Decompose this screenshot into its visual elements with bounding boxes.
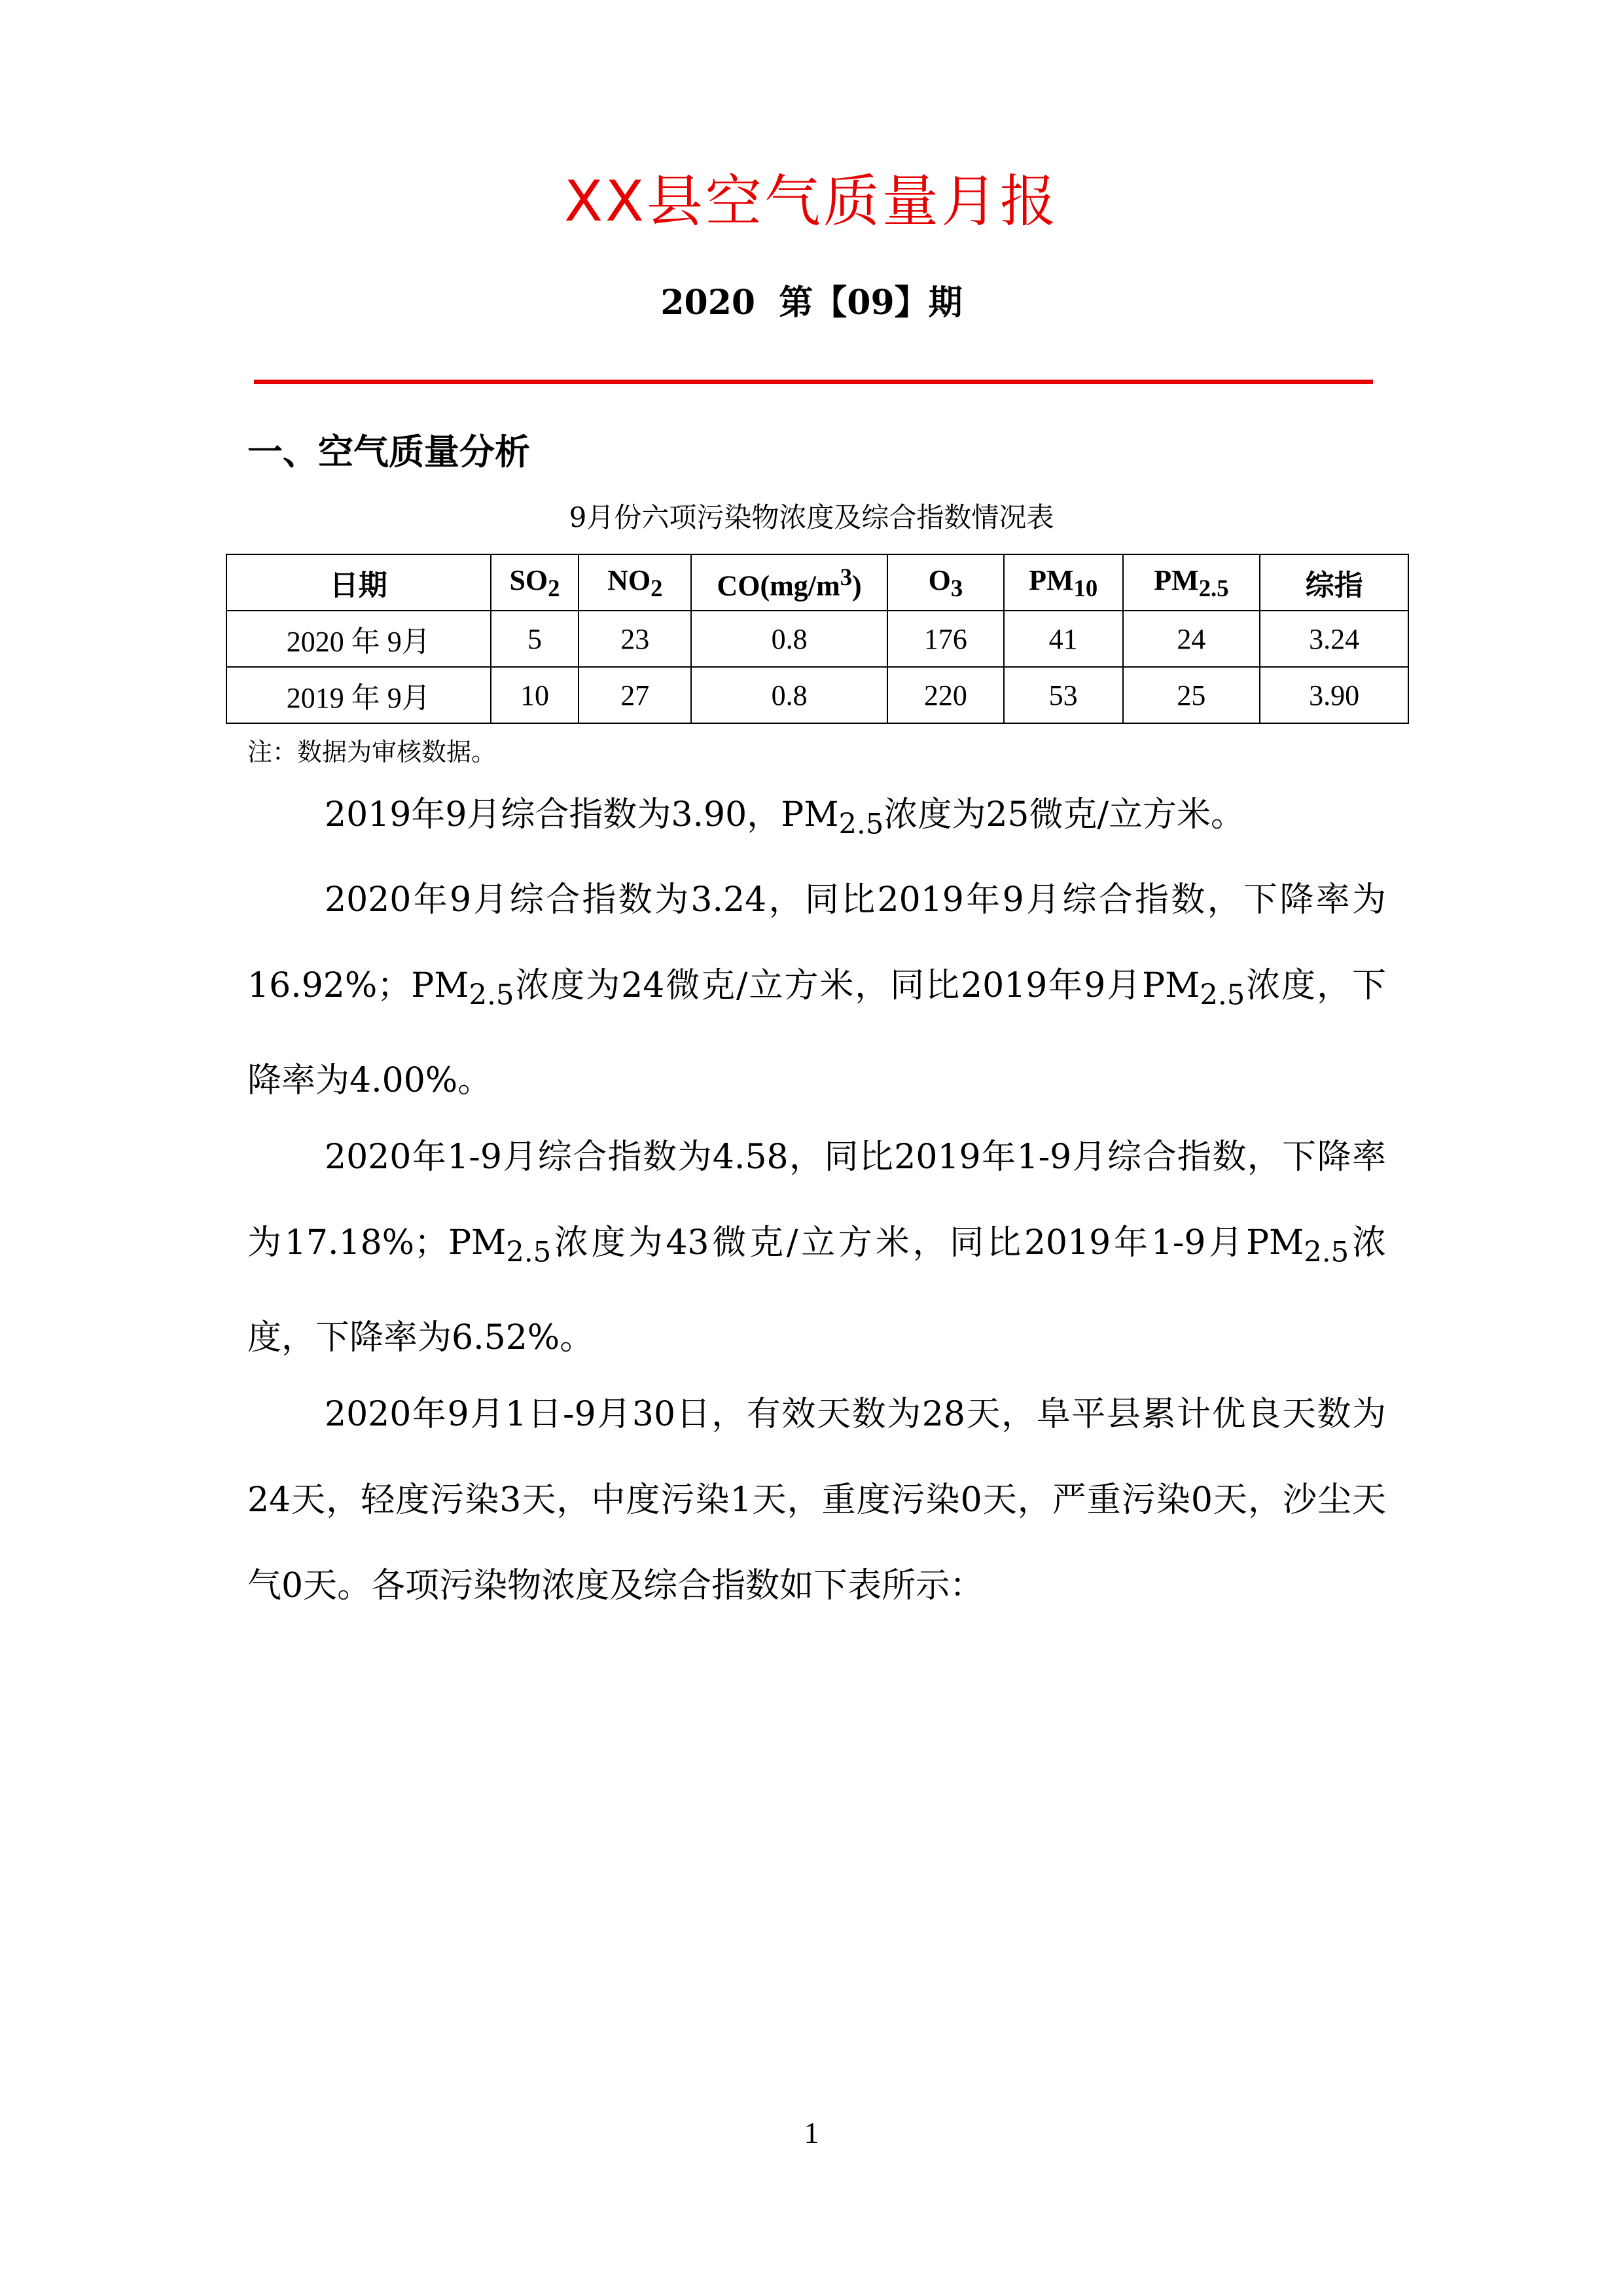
table-caption: 9月份六项污染物浓度及综合指数情况表: [569, 501, 1054, 533]
paragraph-2019-sept: 2019年9月综合指数为3.90，$PM_{2.5}$浓度为25微克/立方米。: [325, 795, 1245, 841]
pollutant-table: [226, 554, 1409, 724]
cell-pm10: 53: [1004, 667, 1123, 723]
paragraph-2020-jan-sept: 2020年1-9月综合指数为4.58，同比2019年1-9月综合指数，下降率为17.18%；$PM_{2.5}$浓度为43微克/立方米，同比2019年1-9月$PM_{2.5}$浓度，下降率为6.52%。: [247, 1138, 1386, 1358]
header-no2: $NO_2$: [579, 554, 691, 611]
issue-number: 2020 第【09】期: [660, 283, 963, 323]
cell-pm25: 25: [1123, 667, 1260, 723]
header-pm10: $PM_{10}$: [1004, 554, 1123, 611]
table-header-row: [226, 554, 1408, 611]
cell-no2: 27: [579, 667, 691, 723]
header-index: 综指: [1260, 554, 1408, 611]
cell-so2: 10: [491, 667, 579, 723]
cell-co: 0.8: [691, 667, 887, 723]
table-row: [226, 667, 1408, 723]
cell-date: 2019 年 9月: [226, 667, 491, 723]
cell-date: 2020 年 9月: [226, 611, 491, 667]
cell-index: 3.90: [1260, 667, 1408, 723]
table-note: 注：数据为审核数据。: [247, 738, 497, 766]
paragraph-air-quality-days: 2020年9月1日-9月30日，有效天数为28天，阜平县累计优良天数为24天，轻度污染3天，中度污染1天，重度污染0天，严重污染0天，沙尘天气0天。各项污染物浓度及综合指数如下表所示：: [247, 1395, 1386, 1605]
report-title: XX县空气质量月报: [564, 169, 1059, 234]
header-so2: $SO_2$: [491, 554, 579, 611]
header-co: $CO(mg/m^3)$: [691, 554, 887, 611]
section-heading: 一、空气质量分析: [247, 431, 530, 473]
header-o3: $O_3$: [887, 554, 1004, 611]
table-row: [226, 611, 1408, 667]
header-date: 日期: [226, 554, 491, 611]
page-number: 1: [804, 2116, 819, 2149]
header-divider: [254, 380, 1373, 384]
header-pm25: $PM_{2.5}$: [1123, 554, 1260, 611]
cell-so2: 5: [491, 611, 579, 667]
cell-pm25: 24: [1123, 611, 1260, 667]
cell-o3: 220: [887, 667, 1004, 723]
cell-co: 0.8: [691, 611, 887, 667]
cell-no2: 23: [579, 611, 691, 667]
cell-o3: 176: [887, 611, 1004, 667]
cell-index: 3.24: [1260, 611, 1408, 667]
cell-pm10: 41: [1004, 611, 1123, 667]
paragraph-2020-sept: 2020年9月综合指数为3.24，同比2019年9月综合指数，下降率为16.92%；$PM_{2.5}$浓度为24微克/立方米，同比2019年9月$PM_{2.5}$浓度，下降率为4.00%。: [247, 880, 1386, 1101]
